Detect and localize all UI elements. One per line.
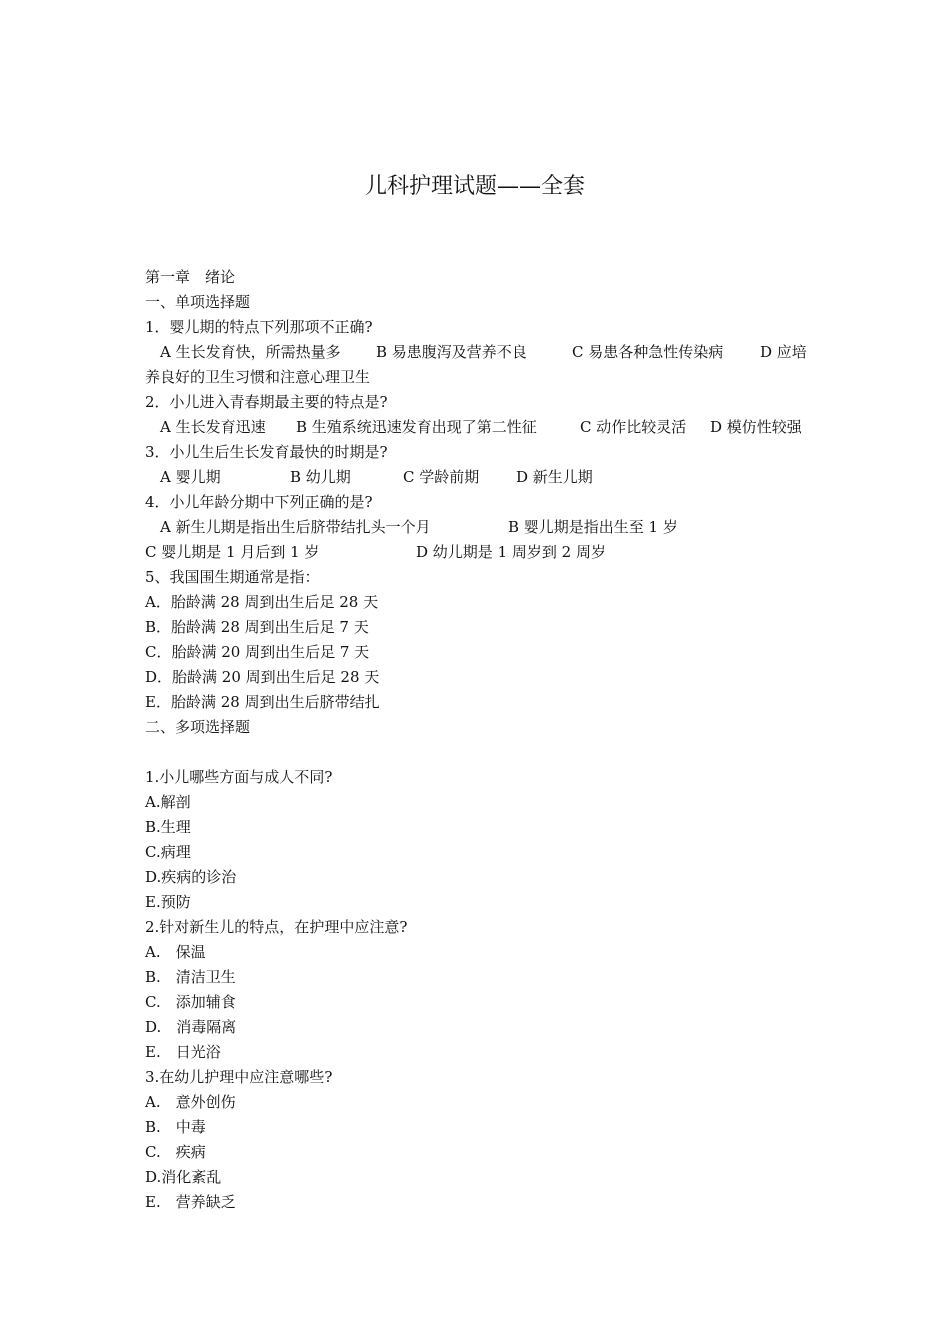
section-multiple-choice: 二、多项选择题: [145, 718, 251, 736]
question-5-option-b: B．胎龄满 28 周到出生后足 7 天: [145, 618, 369, 636]
multi-question-1-option-a: A.解剖: [145, 793, 191, 811]
question-1-option-b: B 易患腹泻及营养不良: [376, 343, 527, 361]
question-4-options-row2: [145, 540, 815, 565]
multi-question-3-option-e: E. 营养缺乏: [145, 1193, 236, 1211]
multi-question-1-option-b: B.生理: [145, 818, 191, 836]
multi-question-2-option-b: B. 清洁卫生: [145, 968, 236, 986]
question-5-option-e: E．胎龄满 28 周到出生后脐带结扎: [145, 693, 380, 711]
chapter-heading: 第一章 绪论: [145, 268, 236, 286]
question-5-option-d: D．胎龄满 20 周到出生后足 28 天: [145, 668, 380, 686]
question-5-stem: 5、我国围生期通常是指：: [145, 568, 320, 586]
question-2-option-d: D 模仿性较强: [710, 418, 802, 436]
multi-question-1-option-c: C.病理: [145, 843, 191, 861]
question-2-options: [145, 415, 815, 440]
document-body: [145, 265, 815, 1215]
question-4-option-b: B 婴儿期是指出生至 1 岁: [508, 518, 678, 536]
question-4-option-d: D 幼儿期是 1 周岁到 2 周岁: [416, 543, 606, 561]
question-3-option-d: D 新生儿期: [516, 468, 593, 486]
multi-question-3-stem: 3.在幼儿护理中应注意哪些?: [145, 1068, 333, 1086]
question-2-option-c: C 动作比较灵活: [580, 418, 687, 436]
question-3-options: [145, 465, 815, 490]
blank-line: [145, 740, 815, 765]
question-4-options-row1: [145, 515, 815, 540]
multi-question-3-option-d: D.消化紊乱: [145, 1168, 222, 1186]
section-single-choice: 一、单项选择题: [145, 293, 251, 311]
question-4-option-a: A 新生儿期是指出生后脐带结扎头一个月: [160, 518, 431, 536]
multi-question-3-option-c: C. 疾病: [145, 1143, 206, 1161]
question-4-option-c: C 婴儿期是 1 月后到 1 岁: [145, 543, 320, 561]
multi-question-3-option-a: A. 意外创伤: [145, 1093, 236, 1111]
question-3-option-c: C 学龄前期: [403, 468, 480, 486]
question-3-option-a: A 婴儿期: [160, 468, 221, 486]
multi-question-2-option-e: E. 日光浴: [145, 1043, 221, 1061]
question-1-option-d: D 应培: [760, 343, 807, 361]
question-1-stem: 1．婴儿期的特点下列那项不正确?: [145, 318, 373, 336]
multi-question-3-option-b: B. 中毒: [145, 1118, 206, 1136]
multi-question-2-option-a: A. 保温: [145, 943, 206, 961]
question-2-stem: 2．小儿进入青春期最主要的特点是?: [145, 393, 388, 411]
question-2-option-a: A 生长发育迅速: [160, 418, 266, 436]
question-3-stem: 3．小儿生后生长发育最快的时期是?: [145, 443, 388, 461]
multi-question-2-option-d: D. 消毒隔离: [145, 1018, 237, 1036]
question-2-option-b: B 生殖系统迅速发育出现了第二性征: [296, 418, 537, 436]
question-1-option-c: C 易患各种急性传染病: [572, 343, 724, 361]
multi-question-2-option-c: C. 添加辅食: [145, 993, 236, 1011]
question-5-option-a: A．胎龄满 28 周到出生后足 28 天: [145, 593, 379, 611]
multi-question-1-option-e: E.预防: [145, 893, 191, 911]
question-5-option-c: C．胎龄满 20 周到出生后足 7 天: [145, 643, 370, 661]
question-3-option-b: B 幼儿期: [290, 468, 351, 486]
multi-question-1-stem: 1.小儿哪些方面与成人不同?: [145, 768, 333, 786]
question-1-option-d-continued: 养良好的卫生习惯和注意心理卫生: [145, 368, 371, 386]
multi-question-2-stem: 2.针对新生儿的特点，在护理中应注意?: [145, 918, 408, 936]
multi-question-1-option-d: D.疾病的诊治: [145, 868, 237, 886]
question-4-stem: 4．小儿年龄分期中下列正确的是?: [145, 493, 373, 511]
question-1-options: [145, 340, 815, 365]
document-title: 儿科护理试题——全套: [364, 174, 585, 199]
question-1-option-a: A 生长发育快，所需热量多: [160, 343, 341, 361]
